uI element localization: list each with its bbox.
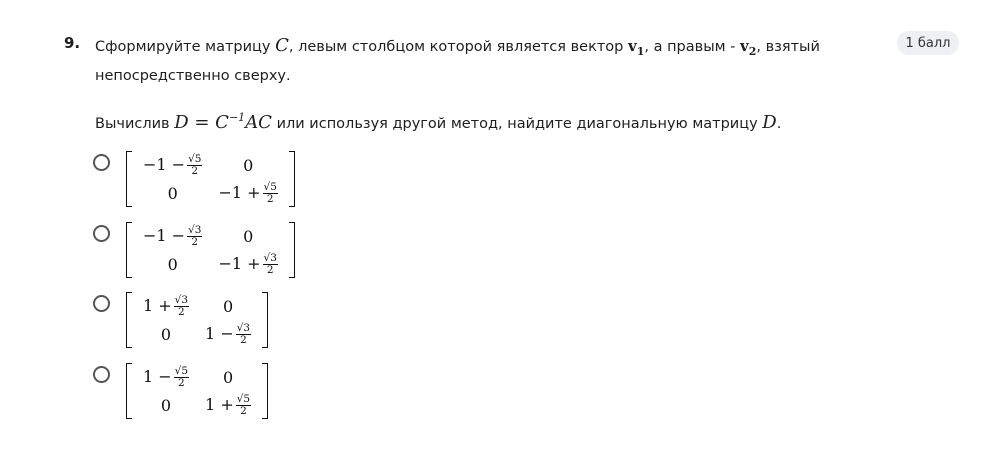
matrix-cell-11: −1 − $\frac{√3}{2}$ bbox=[143, 223, 202, 248]
matrix-cell-21: 0 bbox=[160, 395, 172, 415]
left-bracket bbox=[126, 151, 132, 207]
matrix-cell-21: 0 bbox=[167, 254, 178, 274]
radio-button[interactable] bbox=[93, 225, 110, 242]
answer-option-4[interactable] bbox=[93, 363, 268, 419]
right-bracket bbox=[262, 363, 268, 419]
matrix-cell-11: 1 + $\frac{√3}{2}$ bbox=[143, 293, 189, 318]
matrix-cell-22: −1 + $\frac{√5}{2}$ bbox=[218, 180, 277, 205]
answer-option-2[interactable] bbox=[93, 222, 295, 278]
vector-v2: $v_2$ bbox=[740, 37, 757, 58]
right-bracket bbox=[289, 151, 295, 207]
left-bracket bbox=[126, 222, 132, 278]
matrix-cell-21: 0 bbox=[160, 324, 172, 344]
diagonal-matrix bbox=[126, 151, 295, 207]
stem-text: , а правым - bbox=[644, 39, 741, 55]
stem-text: , левым столбцом которой является вектор bbox=[288, 39, 628, 55]
matrix-cell-22: 1 + $\frac{√5}{2}$ bbox=[205, 392, 251, 417]
math-C: C bbox=[275, 35, 289, 56]
matrix-cell-11: −1 − $\frac{√5}{2}$ bbox=[143, 152, 202, 177]
diagonal-matrix bbox=[126, 222, 295, 278]
diagonal-matrix bbox=[126, 292, 268, 348]
stem-text: , взятый непосредственно сверху. bbox=[95, 39, 820, 84]
answer-option-1[interactable] bbox=[93, 151, 295, 207]
question-paragraph-2: Вычислив $D = C^{-1}AC$ или используя другой метод, найдите диагональную матрицу D. bbox=[95, 111, 782, 133]
stem-text: или используя другой метод, найдите диагональную матрицу bbox=[271, 116, 763, 132]
vector-v1: $v_1$ bbox=[627, 37, 645, 58]
right-bracket bbox=[262, 292, 268, 348]
matrix-cell-22: −1 + $\frac{√3}{2}$ bbox=[218, 251, 277, 276]
matrix-cell-12: 0 bbox=[243, 155, 254, 175]
math-equation: $D = C^{-1}AC$ bbox=[174, 111, 272, 133]
matrix-cell-11: 1 − $\frac{√5}{2}$ bbox=[143, 364, 189, 389]
right-bracket bbox=[289, 222, 295, 278]
stem-text: Сформируйте матрицу bbox=[95, 39, 276, 55]
radio-button[interactable] bbox=[93, 295, 110, 312]
matrix-cell-12: 0 bbox=[222, 296, 234, 316]
matrix-cell-12: 0 bbox=[222, 367, 234, 387]
question-number: 9. bbox=[64, 34, 81, 52]
points-badge: 1 балл bbox=[897, 31, 959, 55]
stem-text: Вычислив bbox=[95, 116, 175, 132]
matrix-cell-12: 0 bbox=[243, 226, 254, 246]
question-stem bbox=[95, 33, 855, 137]
left-bracket bbox=[126, 363, 132, 419]
left-bracket bbox=[126, 292, 132, 348]
matrix-cell-22: 1 − $\frac{√3}{2}$ bbox=[205, 321, 251, 346]
math-D: D bbox=[762, 112, 777, 133]
matrix-cell-21: 0 bbox=[167, 183, 178, 203]
radio-button[interactable] bbox=[93, 366, 110, 383]
radio-button[interactable] bbox=[93, 154, 110, 171]
question-paragraph-1 bbox=[95, 33, 855, 89]
answer-option-3[interactable] bbox=[93, 292, 268, 348]
diagonal-matrix bbox=[126, 363, 268, 419]
